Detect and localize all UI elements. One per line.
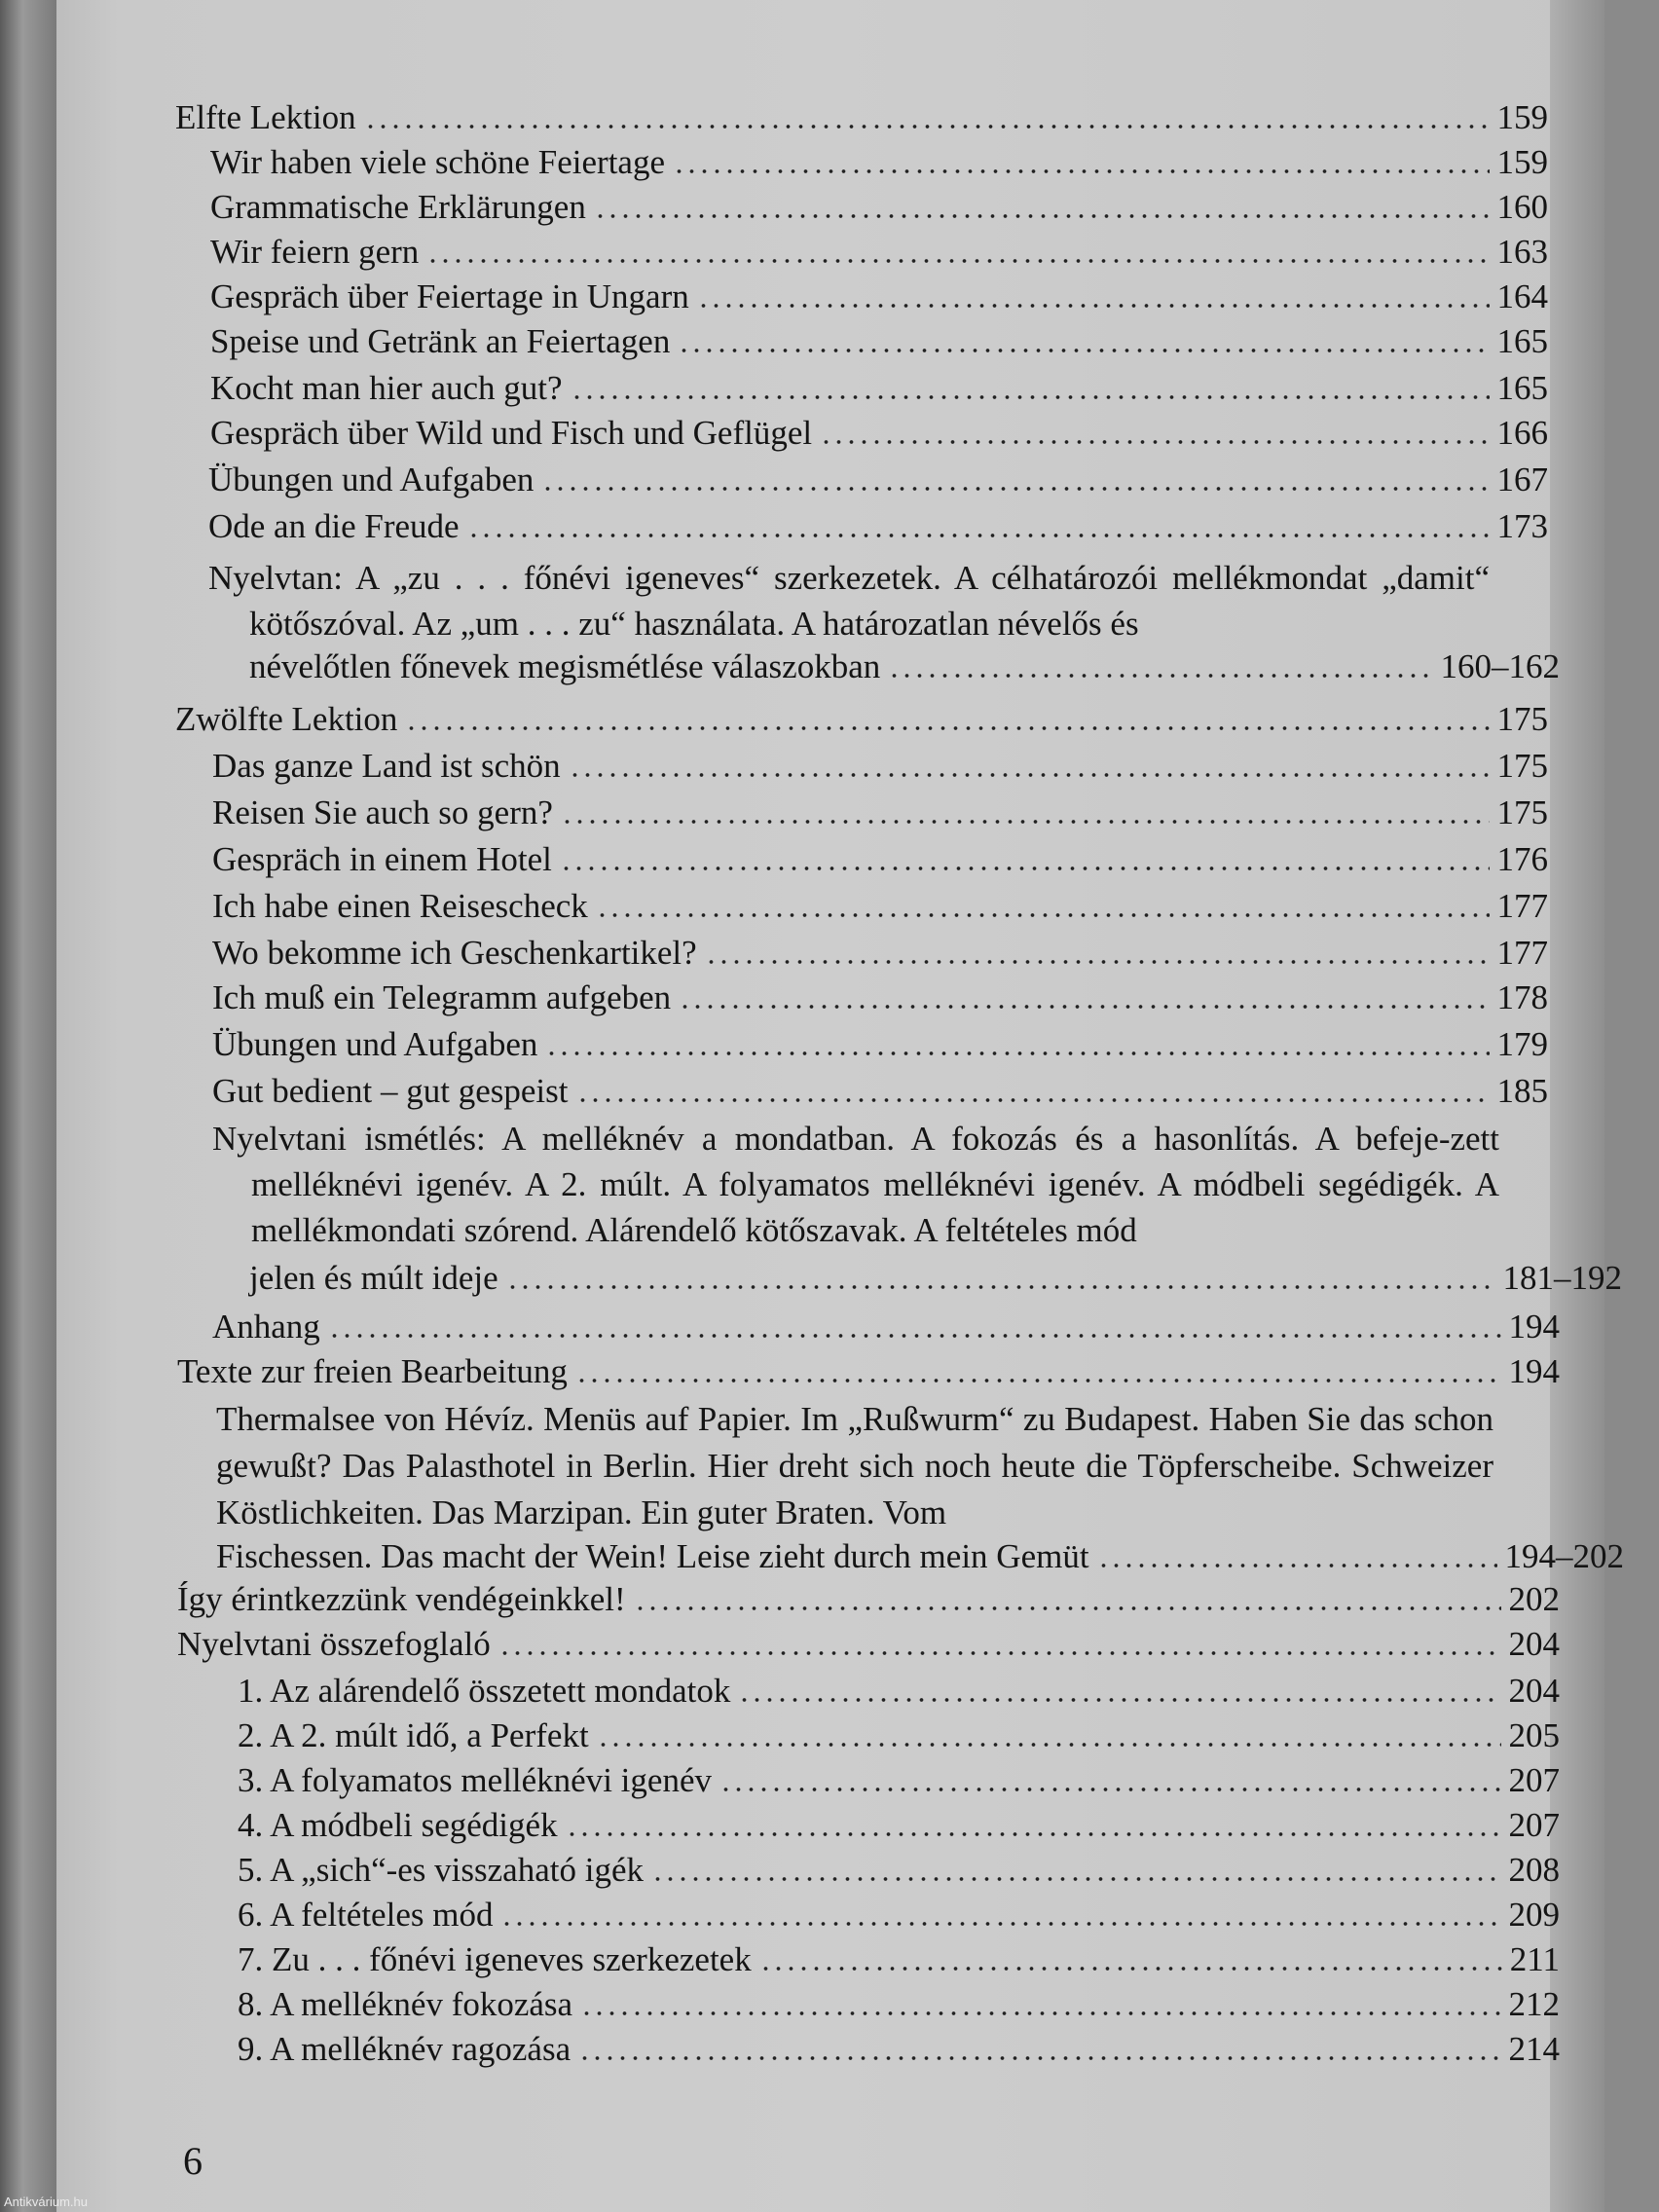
toc-entry-title: Anhang — [212, 1308, 320, 1346]
leader-dots — [405, 724, 1489, 732]
toc-entry-title: 3. A folyamatos melléknévi igenév — [238, 1761, 712, 1799]
toc-entry-page: 214 — [1508, 2030, 1560, 2068]
toc-entry-page: 181–192 — [1502, 1259, 1622, 1297]
toc-entry — [212, 1307, 1560, 1347]
leader-dots — [1097, 1562, 1497, 1569]
leader-dots — [541, 485, 1489, 493]
toc-entry-title: 1. Az alárendelő összetett mondatok — [238, 1672, 731, 1710]
toc-entry — [212, 746, 1548, 787]
toc-entry — [238, 1805, 1560, 1846]
toc-entry — [238, 1671, 1560, 1712]
toc-entry-page: 204 — [1508, 1672, 1560, 1710]
toc-entry-page: 166 — [1496, 414, 1548, 452]
toc-entry-chapter — [177, 1624, 1560, 1665]
toc-entry — [210, 142, 1548, 183]
toc-entry-page: 194 — [1508, 1352, 1560, 1390]
leader-dots — [678, 347, 1489, 354]
toc-entry-page: 165 — [1496, 369, 1548, 407]
leader-dots — [500, 1920, 1500, 1928]
toc-entry-title: 2. A 2. múlt idő, a Perfekt — [238, 1716, 589, 1754]
leader-dots — [634, 1604, 1501, 1612]
leader-dots — [580, 2009, 1500, 2017]
page-number: 6 — [183, 2139, 203, 2183]
leader-dots — [705, 958, 1490, 966]
leader-dots — [697, 302, 1490, 310]
toc-entry — [210, 232, 1548, 273]
toc-entry-page: 160–162 — [1440, 647, 1560, 685]
toc-entry-page: 178 — [1496, 978, 1548, 1016]
toc-entry-page: 205 — [1508, 1716, 1560, 1754]
toc-entry-title-last-line: jelen és múlt ideje — [249, 1259, 498, 1297]
toc-entry — [212, 1071, 1548, 1112]
toc-entry-page: 175 — [1496, 793, 1548, 831]
leader-dots — [596, 911, 1490, 919]
toc-entry — [238, 1715, 1560, 1756]
leader-dots — [594, 212, 1490, 220]
toc-entry-page: 159 — [1496, 143, 1548, 181]
toc-entry-title-last-line: Fischessen. Das macht der Wein! Leise zieht durch mein Gemüt — [216, 1537, 1089, 1575]
leader-dots — [576, 1096, 1490, 1104]
leader-dots — [673, 167, 1490, 175]
toc-entry-page: 202 — [1508, 1580, 1560, 1618]
leader-dots — [569, 771, 1490, 779]
leader-dots — [578, 2054, 1500, 2062]
leader-dots — [759, 1965, 1502, 1972]
toc-entry-title: 8. A melléknév fokozása — [238, 1985, 573, 2023]
toc-entry-title: Gut bedient – gut gespeist — [212, 1072, 569, 1110]
leader-dots — [738, 1696, 1500, 1704]
leader-dots — [560, 865, 1490, 872]
leader-dots — [679, 1003, 1489, 1011]
toc-entry-title: Gespräch über Wild und Fisch und Geflügel — [210, 414, 813, 452]
toc-entry — [210, 413, 1548, 454]
toc-entry-grammar-review — [212, 1116, 1499, 1253]
toc-entry-title: 4. A módbeli segédigék — [238, 1806, 558, 1844]
toc-entry-page: 212 — [1508, 1985, 1560, 2023]
book-spine-shadow — [0, 0, 56, 2212]
toc-entry-chapter — [175, 699, 1548, 740]
toc-entry-title: Elfte Lektion — [175, 98, 356, 136]
toc-entry-continuation — [249, 646, 1560, 687]
leader-dots — [888, 672, 1432, 680]
leader-dots — [561, 818, 1490, 826]
leader-dots — [498, 1649, 1501, 1657]
toc-entry-title: Így érintkezzünk vendégeinkkel! — [177, 1580, 626, 1618]
toc-entry — [212, 933, 1548, 974]
toc-entry-page: 175 — [1496, 700, 1548, 738]
toc-entry — [212, 977, 1548, 1018]
toc-entry-page: 208 — [1508, 1851, 1560, 1889]
toc-entry-page: 185 — [1496, 1072, 1548, 1110]
toc-entry — [212, 886, 1548, 927]
toc-entry-title: Zwölfte Lektion — [175, 700, 398, 738]
toc-entry-title: Ich muß ein Telegramm aufgeben — [212, 978, 672, 1016]
leader-dots — [571, 393, 1490, 401]
leader-dots — [651, 1875, 1501, 1883]
toc-entry-page: 167 — [1496, 461, 1548, 498]
toc-entry-title: Speise und Getränk an Feiertagen — [210, 322, 671, 360]
toc-entry — [238, 2029, 1560, 2070]
toc-entry-page: 176 — [1496, 840, 1548, 878]
toc-entry-continuation — [249, 1258, 1622, 1299]
toc-entry — [238, 1939, 1560, 1980]
leader-dots — [566, 1830, 1501, 1838]
toc-entry-title: Nyelvtan: A „zu . . . főnévi igeneves“ szerkezetek. A célhatározói mellékmondat „damit“ kötőszóval. Az „um . . . zu“ használata. A határozatlan névelős és — [208, 559, 1490, 643]
toc-entry-page: 164 — [1496, 277, 1548, 315]
toc-entry-title: Thermalsee von Hévíz. Menüs auf Papier. Im „Rußwurm“ zu Budapest. Haben Sie das schon gewußt? Das Palasthotel in Berlin. Hier dreht sich noch heute die Töpferscheibe. Schweizer Köstlichkeiten. Das Marzipan. Ein guter Braten. Vom — [216, 1400, 1493, 1531]
toc-entry — [212, 793, 1548, 833]
toc-entry-page: 159 — [1496, 98, 1548, 136]
toc-entry-title: Gespräch über Feiertage in Ungarn — [210, 277, 689, 315]
toc-entry-title: Reisen Sie auch so gern? — [212, 793, 553, 831]
toc-entry-page: 211 — [1509, 1940, 1560, 1978]
toc-entry — [238, 1760, 1560, 1801]
leader-dots — [820, 438, 1489, 446]
watermark: Antikvárium.hu — [4, 2194, 88, 2209]
toc-entry-title: 7. Zu . . . főnévi igeneves szerkezetek — [238, 1940, 752, 1978]
toc-entry-page: 207 — [1508, 1761, 1560, 1799]
toc-entry-page: 160 — [1496, 188, 1548, 226]
toc-entry-page: 204 — [1508, 1625, 1560, 1663]
toc-entry-page: 165 — [1496, 322, 1548, 360]
toc-entry — [208, 506, 1548, 547]
toc-entry-title: Übungen und Aufgaben — [208, 461, 535, 498]
toc-entry-title: Texte zur freien Bearbeitung — [177, 1352, 568, 1390]
toc-entry-page: 163 — [1496, 233, 1548, 271]
leader-dots — [597, 1741, 1501, 1749]
toc-entry — [238, 1895, 1560, 1936]
toc-entry-title: Ode an die Freude — [208, 507, 460, 545]
leader-dots — [545, 1050, 1489, 1057]
toc-entry — [238, 1850, 1560, 1891]
toc-entry-title: Übungen und Aufgaben — [212, 1025, 538, 1063]
toc-entry-continuation — [216, 1536, 1624, 1577]
leader-dots — [426, 257, 1489, 265]
toc-entry — [210, 368, 1548, 409]
toc-entry — [212, 839, 1548, 880]
leader-dots — [719, 1786, 1501, 1793]
toc-entry-title-last-line: névelőtlen főnevek megismétlése válaszokban — [249, 647, 881, 685]
toc-entry-title: 5. A „sich“-es visszaható igék — [238, 1851, 644, 1889]
toc-entry-page: 194 — [1508, 1308, 1560, 1346]
leader-dots — [364, 123, 1490, 130]
toc-entry-grammar-note — [208, 555, 1490, 646]
toc-entry — [210, 321, 1548, 362]
toc-entry-title: Gespräch in einem Hotel — [212, 840, 552, 878]
toc-entry — [238, 1984, 1560, 2025]
toc-entry-page: 179 — [1496, 1025, 1548, 1063]
toc-entry-chapter — [177, 1579, 1560, 1620]
toc-entry — [210, 276, 1548, 317]
leader-dots — [328, 1332, 1501, 1340]
toc-entry-title: Nyelvtani ismétlés: A melléknév a mondatban. A fokozás és a hasonlítás. A befeje-zett melléknévi igenév. A 2. múlt. A folyamatos melléknévi igenév. A módbeli segédigék. A mellékmondati szórend. Alárendelő kötőszavak. A feltételes mód — [212, 1120, 1499, 1249]
toc-entry — [210, 187, 1548, 228]
toc-entry-chapter — [175, 97, 1548, 138]
leader-dots — [506, 1283, 1495, 1291]
toc-entry-title: Grammatische Erklärungen — [210, 188, 586, 226]
toc-entry — [208, 460, 1548, 500]
toc-entry-page: 177 — [1496, 934, 1548, 972]
toc-entry-title: Wir feiern gern — [210, 233, 420, 271]
toc-entry-title: Wir haben viele schöne Feiertage — [210, 143, 665, 181]
toc-entry-title: Ich habe einen Reisescheck — [212, 887, 588, 925]
toc-entry-page: 207 — [1508, 1806, 1560, 1844]
toc-entry-chapter — [177, 1351, 1560, 1392]
toc-entry-page: 175 — [1496, 747, 1548, 785]
toc-entry-title: 6. A feltételes mód — [238, 1896, 494, 1934]
toc-entry-page: 194–202 — [1504, 1537, 1624, 1575]
toc-entry-title: Kocht man hier auch gut? — [210, 369, 563, 407]
leader-dots — [467, 532, 1490, 539]
leader-dots — [575, 1377, 1501, 1384]
toc-entry — [212, 1024, 1548, 1065]
toc-entry-page: 209 — [1508, 1896, 1560, 1934]
toc-entry-page: 177 — [1496, 887, 1548, 925]
toc-entry-title: Nyelvtani összefoglaló — [177, 1625, 491, 1663]
toc-entry-page: 173 — [1496, 507, 1548, 545]
toc-entry-title: Wo bekomme ich Geschenkartikel? — [212, 934, 697, 972]
toc-entry-title: 9. A melléknév ragozása — [238, 2030, 571, 2068]
toc-entry-title: Das ganze Land ist schön — [212, 747, 561, 785]
toc-entry-texts — [216, 1396, 1493, 1536]
